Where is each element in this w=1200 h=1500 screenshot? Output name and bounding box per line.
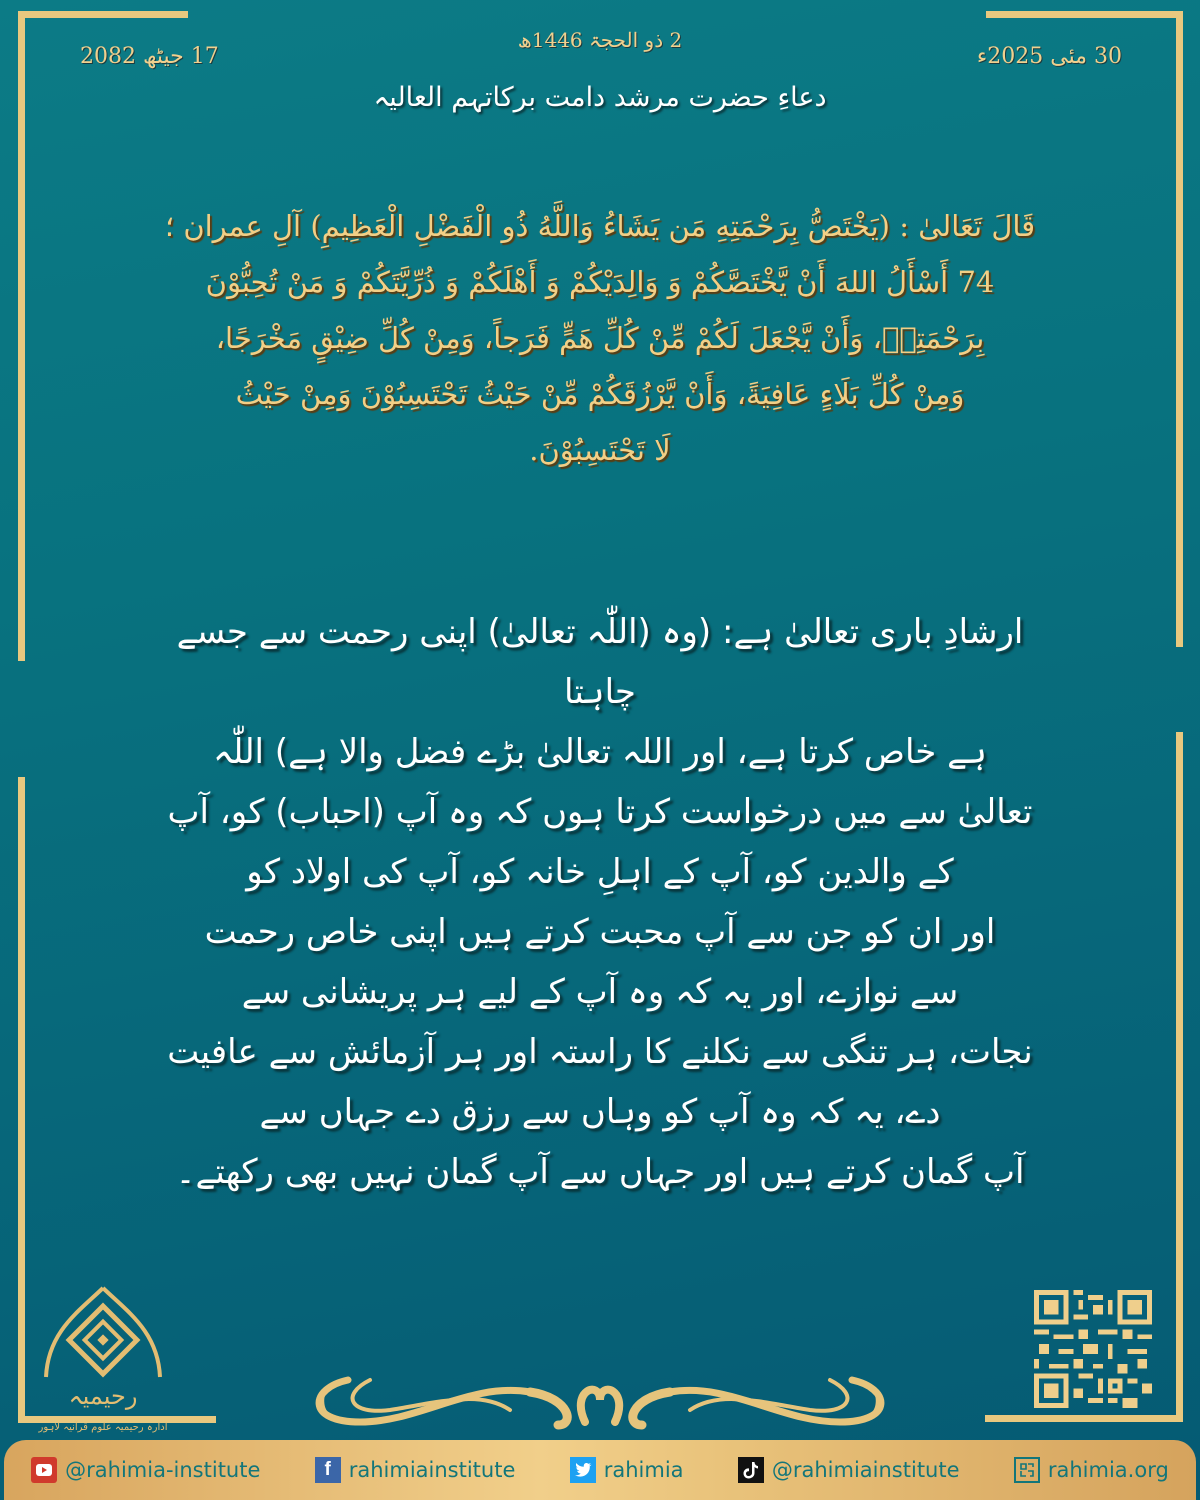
hijri-date: 2 ذو الحجۃ 1446ھ bbox=[517, 28, 683, 52]
twitter-handle: rahimia bbox=[603, 1458, 684, 1482]
youtube-icon bbox=[31, 1457, 57, 1483]
urdu-line: تعالیٰ سے میں درخواست کرتا ہوں کہ وہ آپ (احباب) کو، آپ bbox=[167, 792, 1033, 832]
frame-right-lower-v bbox=[1176, 732, 1183, 1422]
facebook-handle: rahimiainstitute bbox=[348, 1458, 516, 1482]
arabic-line: قَالَ تَعَالیٰ : (يَخْتَصُّ بِرَحْمَتِهِ مَن يَشَاءُ وَاللَّهُ ذُو الْفَضْلِ الْعَظِيمِ) آلِ عمران ؛ bbox=[164, 209, 1036, 243]
twitter-link[interactable] bbox=[570, 1457, 684, 1483]
youtube-handle: @rahimia-institute bbox=[65, 1458, 261, 1482]
svg-text:ادارہ رحیمیہ علوم قرآنیہ لاہور: ادارہ رحیمیہ علوم قرآنیہ لاہور bbox=[38, 1422, 168, 1433]
urdu-line: اور ان کو جن سے آپ محبت کرتے ہیں اپنی خاص رحمت bbox=[204, 912, 996, 952]
youtube-link[interactable] bbox=[31, 1457, 260, 1483]
decorative-flourish bbox=[300, 1370, 900, 1430]
dome-emblem-icon bbox=[38, 1282, 168, 1442]
tiktok-link[interactable] bbox=[738, 1457, 960, 1483]
urdu-translation-text bbox=[150, 602, 1050, 1202]
arabic-line: لَا تَحْتَسِبُوْنَ. bbox=[529, 433, 671, 467]
arabic-line: وَمِنْ كُلِّ بَلَاءٍ عَافِيَةً، وَأَنْ يَّرْزُقَكُمْ مِّنْ حَيْثُ تَحْتَسِبُوْنَ وَمِنْ حَيْثُ bbox=[235, 377, 965, 411]
frame-left-lower-v bbox=[18, 777, 25, 1423]
facebook-link[interactable] bbox=[315, 1457, 516, 1483]
frame-top-left-h bbox=[18, 11, 188, 18]
frame-bottom-right-h bbox=[985, 1415, 1183, 1422]
urdu-line: کے والدین کو، آپ کے اہلِ خانہ کو، آپ کی اولاد کو bbox=[246, 852, 954, 892]
frame-top-right-h bbox=[986, 11, 1182, 18]
bikrami-date: 17 جیٹھ 2082 bbox=[80, 44, 219, 69]
website-icon bbox=[1014, 1457, 1040, 1483]
tiktok-icon bbox=[738, 1457, 764, 1483]
rahimia-logo bbox=[38, 1282, 168, 1442]
urdu-line: ہے خاص کرتا ہے، اور اللہ تعالیٰ بڑے فضل والا ہے) اللّٰہ bbox=[213, 732, 987, 772]
facebook-icon: f bbox=[315, 1457, 341, 1483]
gregorian-date: 30 مئی 2025ء bbox=[976, 44, 1122, 69]
twitter-icon bbox=[570, 1457, 596, 1483]
urdu-line: آپ گمان کرتے ہیں اور جہاں سے آپ گمان نہیں بھی رکھتے۔ bbox=[175, 1152, 1025, 1192]
svg-text:رحیمیہ: رحیمیہ bbox=[68, 1382, 138, 1410]
arabic-line: 74 أَسْأَلُ اللهَ أَنْ يَّخْتَصَّكُمْ وَ وَالِدَيْكُمْ وَ أَهْلَكُمْ وَ ذُرِّيَّتَكُمْ وَ مَنْ تُحِبُّوْنَ bbox=[205, 265, 995, 299]
tiktok-handle: @rahimiainstitute bbox=[771, 1458, 960, 1482]
page-title: دعاءِ حضرت مرشد دامت برکاتہم العالیہ bbox=[373, 82, 827, 113]
social-footer bbox=[4, 1440, 1196, 1500]
arabic-line: بِرَحْمَتِهٖ، وَأَنْ يَّجْعَلَ لَكُمْ مِّنْ كُلِّ هَمٍّ فَرَجاً، وَمِنْ كُلِّ ضِيْقٍ مَخْرَجًا، bbox=[215, 321, 985, 355]
urdu-line: دے، یہ کہ وہ آپ کو وہاں سے رزق دے جہاں سے bbox=[259, 1092, 941, 1132]
urdu-line: سے نوازے، اور یہ کہ وہ آپ کے لیے ہر پریشانی سے bbox=[241, 972, 959, 1012]
website-url: rahimia.org bbox=[1047, 1458, 1169, 1482]
website-link[interactable] bbox=[1014, 1457, 1169, 1483]
qr-code[interactable] bbox=[1033, 1290, 1153, 1408]
urdu-line: ارشادِ باری تعالیٰ ہے: (وہ (اللّٰہ تعالیٰ) اپنی رحمت سے جسے چاہتا bbox=[176, 612, 1024, 712]
arabic-dua-text bbox=[95, 198, 1105, 478]
urdu-line: نجات، ہر تنگی سے نکلنے کا راستہ اور ہر آزمائش سے عافیت bbox=[167, 1032, 1033, 1072]
